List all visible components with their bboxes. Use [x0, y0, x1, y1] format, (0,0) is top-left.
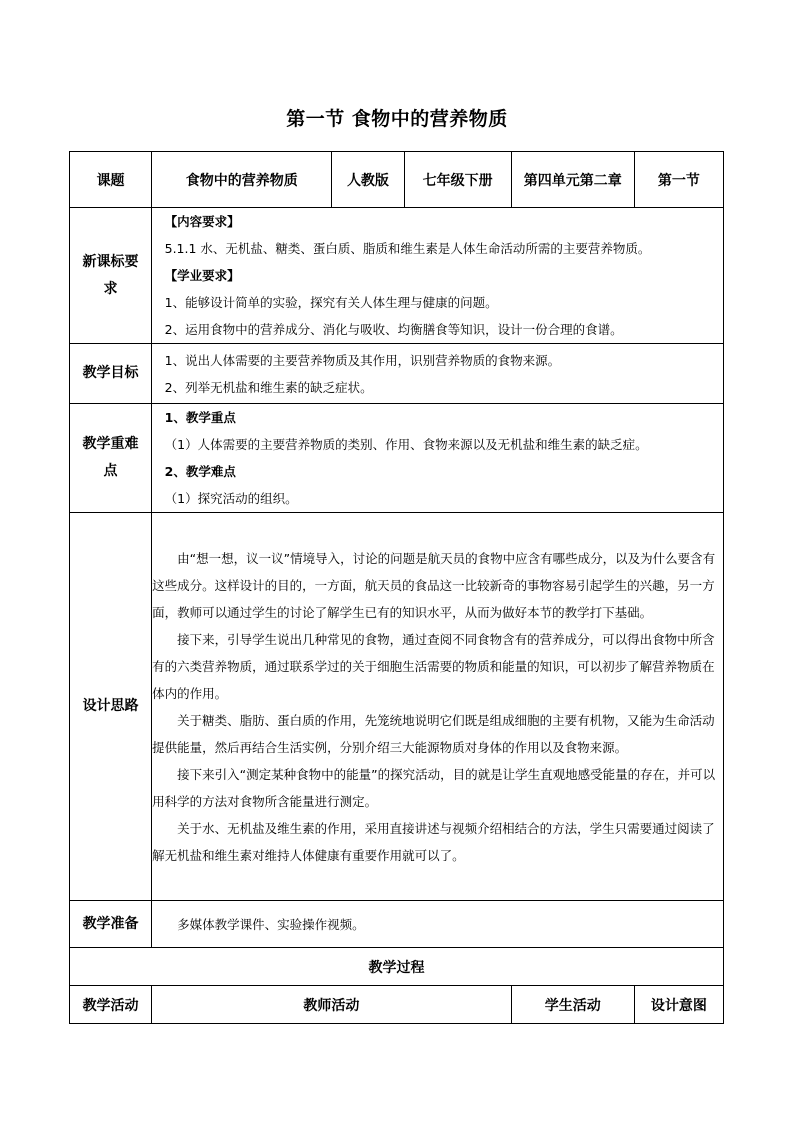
topic-name-cell: 食物中的营养物质: [152, 152, 332, 208]
topic-label-cell: 课题: [70, 152, 152, 208]
header-row: [70, 152, 724, 208]
goal-2: 2、列举无机盐和维生素的缺乏症状。: [164, 379, 373, 395]
lesson-plan-table: [69, 151, 724, 1024]
academic-requirement-heading: 【学业要求】: [164, 268, 240, 283]
difficulty-heading: 2、教学难点: [164, 464, 236, 479]
key-points-label-cell: [70, 404, 152, 513]
page-title: 第一节 食物中的营养物质: [286, 108, 508, 130]
prep-label-cell: 教学准备: [70, 901, 152, 948]
design-row: [70, 513, 724, 901]
prep-row: [70, 901, 724, 948]
grade-cell: 七年级下册: [404, 152, 511, 208]
key-points-label: 教学重难点: [82, 436, 139, 479]
key-points-content-cell: [152, 404, 724, 513]
content-requirement-text: 5.1.1 水、无机盐、糖类、蛋白质、脂质和维生素是人体生命活动所需的主要营养物质。: [164, 241, 651, 256]
process-title-cell: 教学过程: [70, 948, 724, 986]
process-title-row: [70, 948, 724, 986]
process-col-activity: 教学活动: [70, 986, 152, 1024]
standards-label: 新课标要求: [82, 253, 139, 297]
design-paragraph-5: 关于水、无机盐及维生素的作用，采用直接讲述与视频介绍相结合的方法，学生只需要通过阅读了解无机盐和维生素对维持人体健康有重要作用就可以了。: [152, 820, 715, 863]
design-paragraph-1: 由“想一想，议一议”情境导入，讨论的问题是航天员的食物中应含有哪些成分，以及为什么要含有这些成分。这样设计的目的，一方面，航天员的食品这一比较新奇的事物容易引起学生的兴趣，另一方面，教师可以通过学生的讨论了解学生已有的知识水平，从而为做好本节的教学打下基础。: [152, 550, 716, 620]
prep-text: 多媒体教学课件、实验操作视频。: [177, 916, 365, 932]
academic-requirement-1: 1、能够设计简单的实验，探究有关人体生理与健康的问题。: [164, 295, 498, 310]
goals-label-cell: 教学目标: [70, 344, 152, 404]
prep-content-cell: [152, 901, 724, 948]
goals-content-cell: [152, 344, 724, 404]
design-paragraph-3: 关于糖类、脂肪、蛋白质的作用，先笼统地说明它们既是组成细胞的主要有机物，又能为生命活动提供能量，然后再结合生活实例，分别介绍三大能源物质对身体的作用以及食物来源。: [152, 712, 715, 755]
standards-label-cell: [70, 208, 152, 344]
key-point-1: （1）人体需要的主要营养物质的类别、作用、食物来源以及无机盐和维生素的缺乏症。: [164, 437, 648, 452]
process-col-intent: 设计意图: [634, 986, 723, 1024]
design-paragraph-4: 接下来引入“测定某种食物中的能量”的探究活动，目的就是让学生直观地感受能量的存在，并可以用科学的方法对食物所含能量进行测定。: [152, 766, 716, 809]
goal-1: 1、说出人体需要的主要营养物质及其作用，识别营养物质的食物来源。: [164, 352, 561, 368]
academic-requirement-2: 2、运用食物中的营养成分、消化与吸收、均衡膳食等知识，设计一份合理的食谱。: [164, 322, 623, 337]
process-col-student: 学生活动: [511, 986, 634, 1024]
process-col-teacher: 教师活动: [152, 986, 512, 1024]
key-point-heading: 1、教学重点: [164, 410, 236, 425]
standards-row: [70, 208, 724, 344]
section-cell: 第一节: [634, 152, 723, 208]
design-label-cell: 设计思路: [70, 513, 152, 901]
unit-cell: 第四单元第二章: [511, 152, 634, 208]
standards-content-cell: [152, 208, 724, 344]
process-columns-row: [70, 986, 724, 1024]
key-points-row: [70, 404, 724, 513]
design-paragraph-2: 接下来，引导学生说出几种常见的食物，通过查阅不同食物含有的营养成分，可以得出食物中所含有的六类营养物质，通过联系学过的关于细胞生活需要的物质和能量的知识，可以初步了解营养物质在体内的作用。: [152, 631, 715, 701]
goals-row: [70, 344, 724, 404]
content-requirement-heading: 【内容要求】: [164, 214, 240, 229]
design-content-cell: [152, 513, 724, 901]
difficulty-1: （1）探究活动的组织。: [164, 491, 298, 506]
publisher-cell: 人教版: [332, 152, 404, 208]
